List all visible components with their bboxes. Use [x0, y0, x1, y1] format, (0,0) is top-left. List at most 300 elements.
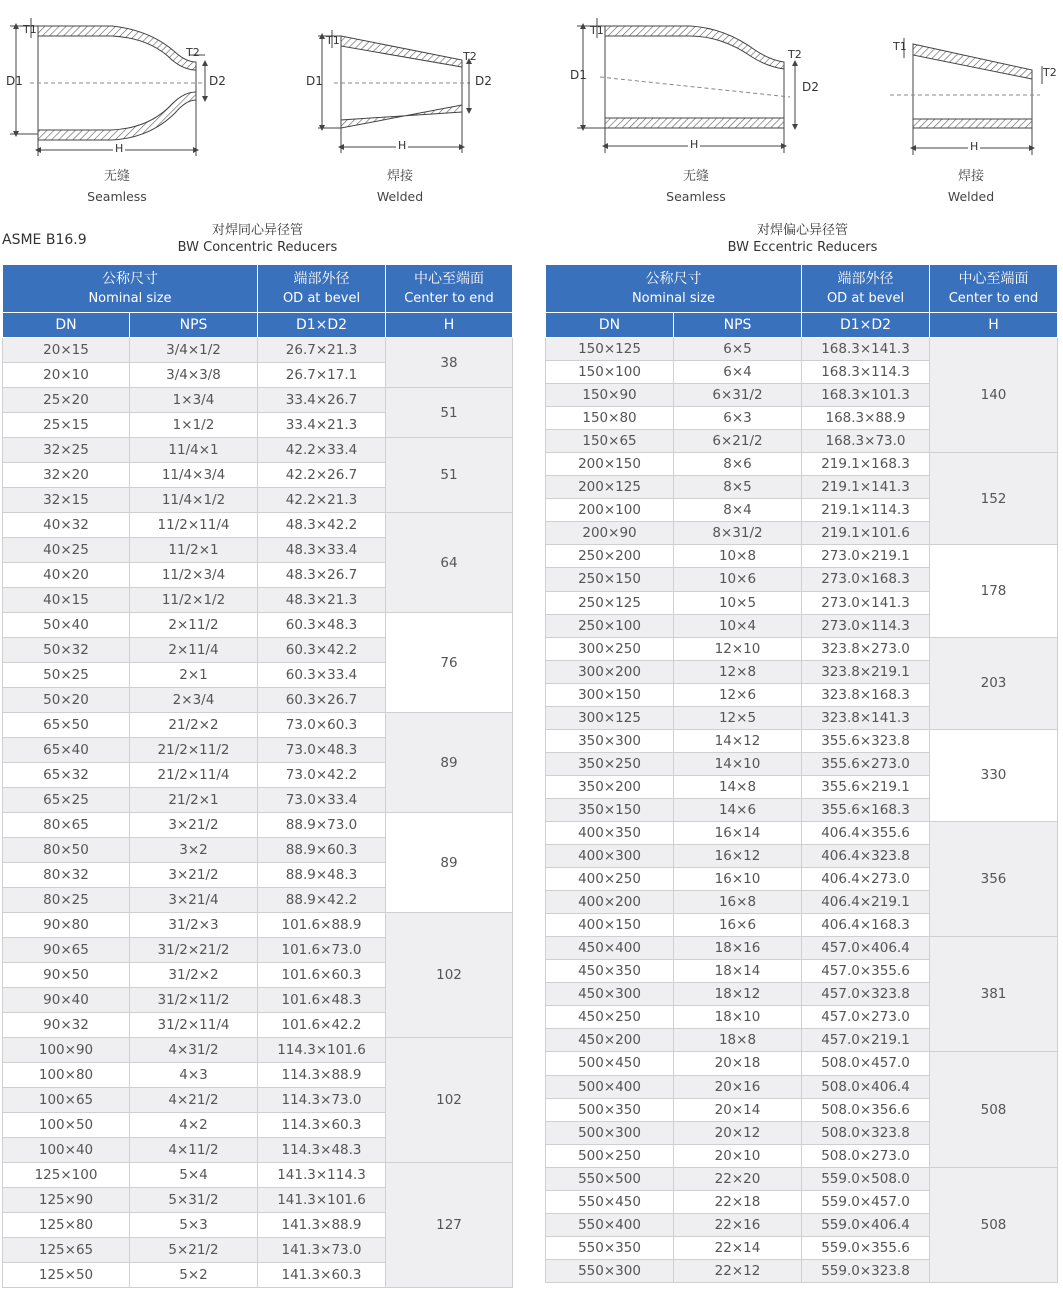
- nps-cell: 14×12: [674, 729, 802, 752]
- dn-cell: 32×20: [3, 463, 130, 488]
- dn-cell: 20×10: [3, 363, 130, 388]
- nps-cell: 11/2×1: [130, 538, 258, 563]
- nps-cell: 16×10: [674, 868, 802, 891]
- nps-cell: 6×5: [674, 338, 802, 361]
- d1d2-cell: 273.0×114.3: [802, 614, 930, 637]
- dn-cell: 300×150: [546, 683, 674, 706]
- d1d2-cell: 273.0×141.3: [802, 591, 930, 614]
- table-row: [3, 813, 513, 838]
- table-row: [3, 913, 513, 938]
- nps-cell: 4×31/2: [130, 1038, 258, 1063]
- dn-cell: 500×450: [546, 1052, 674, 1075]
- caption-concentric-seamless: 无缝 Seamless: [87, 169, 147, 204]
- d1d2-cell: 114.3×48.3: [258, 1138, 386, 1163]
- nps-cell: 11/4×3/4: [130, 463, 258, 488]
- dn-cell: 80×32: [3, 863, 130, 888]
- d1d2-cell: 48.3×42.2: [258, 513, 386, 538]
- nps-cell: 3×21/2: [130, 863, 258, 888]
- table-row: [3, 1038, 513, 1063]
- dn-cell: 150×65: [546, 430, 674, 453]
- d1d2-cell: 42.2×21.3: [258, 488, 386, 513]
- nps-cell: 3/4×1/2: [130, 338, 258, 363]
- header-od-at-bevel: 端部外径 OD at bevel: [802, 265, 930, 313]
- header-center-to-end: 中心至端面 Center to end: [930, 265, 1058, 313]
- concentric-seamless-diagram: [10, 18, 205, 156]
- table-row: [3, 388, 513, 413]
- h-cell: 508: [930, 1167, 1058, 1282]
- d1d2-cell: 48.3×21.3: [258, 588, 386, 613]
- d1d2-cell: 42.2×33.4: [258, 438, 386, 463]
- nps-cell: 31/2×2: [130, 963, 258, 988]
- nps-cell: 3×21/4: [130, 888, 258, 913]
- d1d2-cell: 559.0×508.0: [802, 1167, 930, 1190]
- nps-cell: 3×2: [130, 838, 258, 863]
- d4-t2-label: T2: [1043, 66, 1057, 79]
- table-row: [546, 453, 1058, 476]
- dn-cell: 100×90: [3, 1038, 130, 1063]
- d1d2-cell: 101.6×48.3: [258, 988, 386, 1013]
- d1d2-cell: 406.4×219.1: [802, 891, 930, 914]
- nps-cell: 12×5: [674, 706, 802, 729]
- dn-cell: 150×100: [546, 361, 674, 384]
- table-row: [3, 1163, 513, 1188]
- d1d2-cell: 355.6×273.0: [802, 752, 930, 775]
- dn-cell: 350×250: [546, 752, 674, 775]
- dn-cell: 400×350: [546, 821, 674, 844]
- d1d2-cell: 42.2×26.7: [258, 463, 386, 488]
- nps-cell: 6×31/2: [674, 384, 802, 407]
- d1-t1-label: T1: [23, 23, 37, 36]
- header-center-to-end: 中心至端面 Center to end: [386, 265, 513, 313]
- dn-cell: 20×15: [3, 338, 130, 363]
- d1d2-cell: 88.9×42.2: [258, 888, 386, 913]
- d1d2-cell: 457.0×273.0: [802, 1006, 930, 1029]
- dn-cell: 300×200: [546, 660, 674, 683]
- nps-cell: 4×11/2: [130, 1138, 258, 1163]
- nps-cell: 4×2: [130, 1113, 258, 1138]
- table-row: [546, 1167, 1058, 1190]
- d1d2-cell: 33.4×21.3: [258, 413, 386, 438]
- nps-cell: 22×12: [674, 1259, 802, 1282]
- nps-cell: 3/4×3/8: [130, 363, 258, 388]
- h-cell: 356: [930, 821, 1058, 936]
- dn-cell: 450×200: [546, 1029, 674, 1052]
- nps-cell: 4×3: [130, 1063, 258, 1088]
- h-cell: 89: [386, 713, 513, 813]
- dn-cell: 40×20: [3, 563, 130, 588]
- d2-d2-label: D2: [475, 74, 492, 88]
- dn-cell: 32×25: [3, 438, 130, 463]
- nps-cell: 18×14: [674, 960, 802, 983]
- dn-cell: 150×80: [546, 407, 674, 430]
- nps-cell: 31/2×3: [130, 913, 258, 938]
- d4-t1-label: T1: [893, 40, 907, 53]
- d3-h-label: H: [690, 138, 699, 151]
- dn-cell: 125×65: [3, 1238, 130, 1263]
- dn-cell: 90×32: [3, 1013, 130, 1038]
- nps-cell: 5×3: [130, 1213, 258, 1238]
- d1d2-cell: 508.0×406.4: [802, 1075, 930, 1098]
- header-nominal-size: 公称尺寸 Nominal size: [546, 265, 802, 313]
- dn-cell: 25×15: [3, 413, 130, 438]
- nps-cell: 21/2×11/4: [130, 763, 258, 788]
- d1-t2-label: T2: [186, 46, 200, 59]
- dn-cell: 80×25: [3, 888, 130, 913]
- dn-cell: 250×150: [546, 568, 674, 591]
- h-cell: 102: [386, 913, 513, 1038]
- d1d2-cell: 141.3×88.9: [258, 1213, 386, 1238]
- dn-cell: 200×100: [546, 499, 674, 522]
- nps-cell: 16×6: [674, 914, 802, 937]
- dn-cell: 250×100: [546, 614, 674, 637]
- d1d2-cell: 141.3×73.0: [258, 1238, 386, 1263]
- nps-cell: 11/2×1/2: [130, 588, 258, 613]
- dn-cell: 50×25: [3, 663, 130, 688]
- d1d2-cell: 508.0×323.8: [802, 1121, 930, 1144]
- dn-cell: 500×300: [546, 1121, 674, 1144]
- dn-cell: 400×150: [546, 914, 674, 937]
- nps-cell: 12×6: [674, 683, 802, 706]
- nps-cell: 21/2×2: [130, 713, 258, 738]
- d1d2-cell: 48.3×33.4: [258, 538, 386, 563]
- dn-cell: 125×80: [3, 1213, 130, 1238]
- dn-cell: 90×50: [3, 963, 130, 988]
- nps-cell: 1×3/4: [130, 388, 258, 413]
- dn-cell: 450×350: [546, 960, 674, 983]
- nps-cell: 18×12: [674, 983, 802, 1006]
- d1d2-cell: 88.9×73.0: [258, 813, 386, 838]
- concentric-title: 对焊同心异径管 BW Concentric Reducers: [177, 223, 338, 255]
- d1d2-cell: 273.0×219.1: [802, 545, 930, 568]
- nps-cell: 10×4: [674, 614, 802, 637]
- d1d2-cell: 26.7×17.1: [258, 363, 386, 388]
- nps-cell: 14×6: [674, 798, 802, 821]
- nps-cell: 16×14: [674, 821, 802, 844]
- dn-cell: 150×125: [546, 338, 674, 361]
- nps-cell: 2×1: [130, 663, 258, 688]
- d1d2-cell: 323.8×141.3: [802, 706, 930, 729]
- d1d2-cell: 457.0×406.4: [802, 937, 930, 960]
- header-dn: DN: [546, 313, 674, 338]
- d1d2-cell: 168.3×88.9: [802, 407, 930, 430]
- header-h: H: [930, 313, 1058, 338]
- d1d2-cell: 508.0×356.6: [802, 1098, 930, 1121]
- table-row: [3, 513, 513, 538]
- d1d2-cell: 168.3×101.3: [802, 384, 930, 407]
- dn-cell: 200×125: [546, 476, 674, 499]
- dn-cell: 32×15: [3, 488, 130, 513]
- d3-t1-label: T1: [590, 24, 604, 37]
- nps-cell: 20×12: [674, 1121, 802, 1144]
- dn-cell: 40×25: [3, 538, 130, 563]
- dn-cell: 250×200: [546, 545, 674, 568]
- d1-d1-label: D1: [6, 74, 23, 88]
- nps-cell: 22×20: [674, 1167, 802, 1190]
- d1d2-cell: 168.3×141.3: [802, 338, 930, 361]
- nps-cell: 11/2×3/4: [130, 563, 258, 588]
- dn-cell: 50×20: [3, 688, 130, 713]
- d1d2-cell: 88.9×48.3: [258, 863, 386, 888]
- d1d2-cell: 219.1×141.3: [802, 476, 930, 499]
- h-cell: 51: [386, 438, 513, 513]
- nps-cell: 10×5: [674, 591, 802, 614]
- table-row: [546, 338, 1058, 361]
- dn-cell: 550×500: [546, 1167, 674, 1190]
- dn-cell: 550×400: [546, 1213, 674, 1236]
- d1d2-cell: 168.3×114.3: [802, 361, 930, 384]
- nps-cell: 5×31/2: [130, 1188, 258, 1213]
- nps-cell: 5×2: [130, 1263, 258, 1288]
- nps-cell: 16×8: [674, 891, 802, 914]
- eccentric-welded-diagram: [890, 38, 1042, 155]
- dn-cell: 350×300: [546, 729, 674, 752]
- d1d2-cell: 60.3×33.4: [258, 663, 386, 688]
- d1d2-cell: 355.6×323.8: [802, 729, 930, 752]
- d1d2-cell: 559.0×457.0: [802, 1190, 930, 1213]
- d1d2-cell: 114.3×88.9: [258, 1063, 386, 1088]
- nps-cell: 12×10: [674, 637, 802, 660]
- table-row: [3, 613, 513, 638]
- nps-cell: 31/2×11/2: [130, 988, 258, 1013]
- d1d2-cell: 33.4×26.7: [258, 388, 386, 413]
- dn-cell: 550×300: [546, 1259, 674, 1282]
- dn-cell: 200×150: [546, 453, 674, 476]
- d1d2-cell: 406.4×355.6: [802, 821, 930, 844]
- table-row: [546, 545, 1058, 568]
- d1d2-cell: 457.0×219.1: [802, 1029, 930, 1052]
- nps-cell: 8×31/2: [674, 522, 802, 545]
- dn-cell: 300×250: [546, 637, 674, 660]
- dn-cell: 25×20: [3, 388, 130, 413]
- eccentric-seamless-diagram: [577, 18, 795, 153]
- d1d2-cell: 73.0×42.2: [258, 763, 386, 788]
- nps-cell: 6×21/2: [674, 430, 802, 453]
- header-nps: NPS: [674, 313, 802, 338]
- h-cell: 203: [930, 637, 1058, 729]
- table-row: [3, 438, 513, 463]
- d1d2-cell: 406.4×323.8: [802, 845, 930, 868]
- d1d2-cell: 26.7×21.3: [258, 338, 386, 363]
- nps-cell: 8×4: [674, 499, 802, 522]
- header-od-at-bevel: 端部外径 OD at bevel: [258, 265, 386, 313]
- concentric-welded-diagram: [318, 30, 470, 153]
- d1d2-cell: 88.9×60.3: [258, 838, 386, 863]
- header-d1d2: D1×D2: [802, 313, 930, 338]
- dn-cell: 100×40: [3, 1138, 130, 1163]
- h-cell: 51: [386, 388, 513, 438]
- dn-cell: 500×250: [546, 1144, 674, 1167]
- d1d2-cell: 559.0×355.6: [802, 1236, 930, 1259]
- d1d2-cell: 559.0×406.4: [802, 1213, 930, 1236]
- d1d2-cell: 114.3×60.3: [258, 1113, 386, 1138]
- h-cell: 127: [386, 1163, 513, 1288]
- d1d2-cell: 60.3×48.3: [258, 613, 386, 638]
- nps-cell: 2×11/2: [130, 613, 258, 638]
- h-cell: 64: [386, 513, 513, 613]
- dn-cell: 125×90: [3, 1188, 130, 1213]
- d1-d2-label: D2: [209, 74, 226, 88]
- d1d2-cell: 73.0×48.3: [258, 738, 386, 763]
- nps-cell: 6×3: [674, 407, 802, 430]
- h-cell: 140: [930, 338, 1058, 453]
- d1d2-cell: 273.0×168.3: [802, 568, 930, 591]
- nps-cell: 2×11/4: [130, 638, 258, 663]
- dn-cell: 400×300: [546, 845, 674, 868]
- dn-cell: 150×90: [546, 384, 674, 407]
- concentric-reducer-table: [2, 264, 513, 1288]
- h-cell: 102: [386, 1038, 513, 1163]
- nps-cell: 14×10: [674, 752, 802, 775]
- d1d2-cell: 508.0×273.0: [802, 1144, 930, 1167]
- d1d2-cell: 219.1×101.6: [802, 522, 930, 545]
- d1d2-cell: 457.0×355.6: [802, 960, 930, 983]
- d1d2-cell: 141.3×114.3: [258, 1163, 386, 1188]
- table-row: [3, 713, 513, 738]
- table-row: [546, 729, 1058, 752]
- dn-cell: 550×450: [546, 1190, 674, 1213]
- d3-t2-label: T2: [788, 48, 802, 61]
- header-h: H: [386, 313, 513, 338]
- dn-cell: 100×50: [3, 1113, 130, 1138]
- dn-cell: 200×90: [546, 522, 674, 545]
- dn-cell: 125×100: [3, 1163, 130, 1188]
- d1d2-cell: 406.4×273.0: [802, 868, 930, 891]
- d1d2-cell: 60.3×26.7: [258, 688, 386, 713]
- dn-cell: 100×80: [3, 1063, 130, 1088]
- dn-cell: 65×50: [3, 713, 130, 738]
- nps-cell: 5×21/2: [130, 1238, 258, 1263]
- caption-concentric-welded: 焊接 Welded: [376, 169, 424, 204]
- d1d2-cell: 559.0×323.8: [802, 1259, 930, 1282]
- d2-t2-label: T2: [463, 50, 477, 63]
- d1d2-cell: 114.3×101.6: [258, 1038, 386, 1063]
- nps-cell: 21/2×11/2: [130, 738, 258, 763]
- d1d2-cell: 219.1×114.3: [802, 499, 930, 522]
- h-cell: 330: [930, 729, 1058, 821]
- d1d2-cell: 406.4×168.3: [802, 914, 930, 937]
- d1d2-cell: 355.6×219.1: [802, 775, 930, 798]
- dn-cell: 40×32: [3, 513, 130, 538]
- dn-cell: 350×150: [546, 798, 674, 821]
- dn-cell: 100×65: [3, 1088, 130, 1113]
- dn-cell: 50×40: [3, 613, 130, 638]
- d1d2-cell: 355.6×168.3: [802, 798, 930, 821]
- h-cell: 508: [930, 1052, 1058, 1167]
- table-row: [3, 338, 513, 363]
- d3-d1-label: D1: [570, 68, 587, 82]
- nps-cell: 8×6: [674, 453, 802, 476]
- nps-cell: 21/2×1: [130, 788, 258, 813]
- dn-cell: 80×50: [3, 838, 130, 863]
- table-row: [546, 1052, 1058, 1075]
- nps-cell: 20×16: [674, 1075, 802, 1098]
- nps-cell: 10×6: [674, 568, 802, 591]
- d1d2-cell: 141.3×60.3: [258, 1263, 386, 1288]
- table-row: [546, 637, 1058, 660]
- d1d2-cell: 323.8×168.3: [802, 683, 930, 706]
- nps-cell: 20×14: [674, 1098, 802, 1121]
- d2-t1-label: T1: [326, 34, 340, 47]
- d3-d2-label: D2: [802, 80, 819, 94]
- table-row: [546, 937, 1058, 960]
- nps-cell: 14×8: [674, 775, 802, 798]
- standard-label: ASME B16.9: [2, 232, 87, 248]
- d1d2-cell: 457.0×323.8: [802, 983, 930, 1006]
- dn-cell: 50×32: [3, 638, 130, 663]
- d1d2-cell: 101.6×60.3: [258, 963, 386, 988]
- nps-cell: 3×21/2: [130, 813, 258, 838]
- d1d2-cell: 219.1×168.3: [802, 453, 930, 476]
- d1d2-cell: 101.6×88.9: [258, 913, 386, 938]
- header-dn: DN: [3, 313, 130, 338]
- dn-cell: 350×200: [546, 775, 674, 798]
- d1d2-cell: 141.3×101.6: [258, 1188, 386, 1213]
- caption-eccentric-seamless: 无缝 Seamless: [666, 169, 726, 204]
- nps-cell: 2×3/4: [130, 688, 258, 713]
- d1d2-cell: 101.6×42.2: [258, 1013, 386, 1038]
- dn-cell: 250×125: [546, 591, 674, 614]
- header-nps: NPS: [130, 313, 258, 338]
- dn-cell: 500×400: [546, 1075, 674, 1098]
- d1d2-cell: 323.8×219.1: [802, 660, 930, 683]
- d1d2-cell: 168.3×73.0: [802, 430, 930, 453]
- eccentric-title: 对焊偏心异径管 BW Eccentric Reducers: [727, 223, 878, 255]
- d1d2-cell: 323.8×273.0: [802, 637, 930, 660]
- dn-cell: 90×80: [3, 913, 130, 938]
- dn-cell: 300×125: [546, 706, 674, 729]
- dn-cell: 125×50: [3, 1263, 130, 1288]
- nps-cell: 20×18: [674, 1052, 802, 1075]
- dn-cell: 550×350: [546, 1236, 674, 1259]
- dn-cell: 90×40: [3, 988, 130, 1013]
- dn-cell: 90×65: [3, 938, 130, 963]
- header-nominal-size: 公称尺寸 Nominal size: [3, 265, 258, 313]
- d1d2-cell: 508.0×457.0: [802, 1052, 930, 1075]
- d1d2-cell: 60.3×42.2: [258, 638, 386, 663]
- nps-cell: 12×8: [674, 660, 802, 683]
- h-cell: 38: [386, 338, 513, 388]
- nps-cell: 31/2×21/2: [130, 938, 258, 963]
- d2-d1-label: D1: [306, 74, 323, 88]
- nps-cell: 22×18: [674, 1190, 802, 1213]
- d1-h-label: H: [115, 142, 124, 155]
- nps-cell: 18×16: [674, 937, 802, 960]
- h-cell: 381: [930, 937, 1058, 1052]
- dn-cell: 65×25: [3, 788, 130, 813]
- nps-cell: 31/2×11/4: [130, 1013, 258, 1038]
- caption-eccentric-welded: 焊接 Welded: [947, 169, 995, 204]
- nps-cell: 11/4×1: [130, 438, 258, 463]
- nps-cell: 11/2×11/4: [130, 513, 258, 538]
- h-cell: 76: [386, 613, 513, 713]
- dn-cell: 500×350: [546, 1098, 674, 1121]
- nps-cell: 18×8: [674, 1029, 802, 1052]
- d2-h-label: H: [398, 139, 407, 152]
- nps-cell: 16×12: [674, 845, 802, 868]
- nps-cell: 20×10: [674, 1144, 802, 1167]
- dn-cell: 80×65: [3, 813, 130, 838]
- h-cell: 178: [930, 545, 1058, 637]
- dn-cell: 400×250: [546, 868, 674, 891]
- h-cell: 89: [386, 813, 513, 913]
- nps-cell: 4×21/2: [130, 1088, 258, 1113]
- d4-h-label: H: [970, 140, 979, 153]
- dn-cell: 450×250: [546, 1006, 674, 1029]
- nps-cell: 5×4: [130, 1163, 258, 1188]
- nps-cell: 6×4: [674, 361, 802, 384]
- nps-cell: 18×10: [674, 1006, 802, 1029]
- nps-cell: 22×14: [674, 1236, 802, 1259]
